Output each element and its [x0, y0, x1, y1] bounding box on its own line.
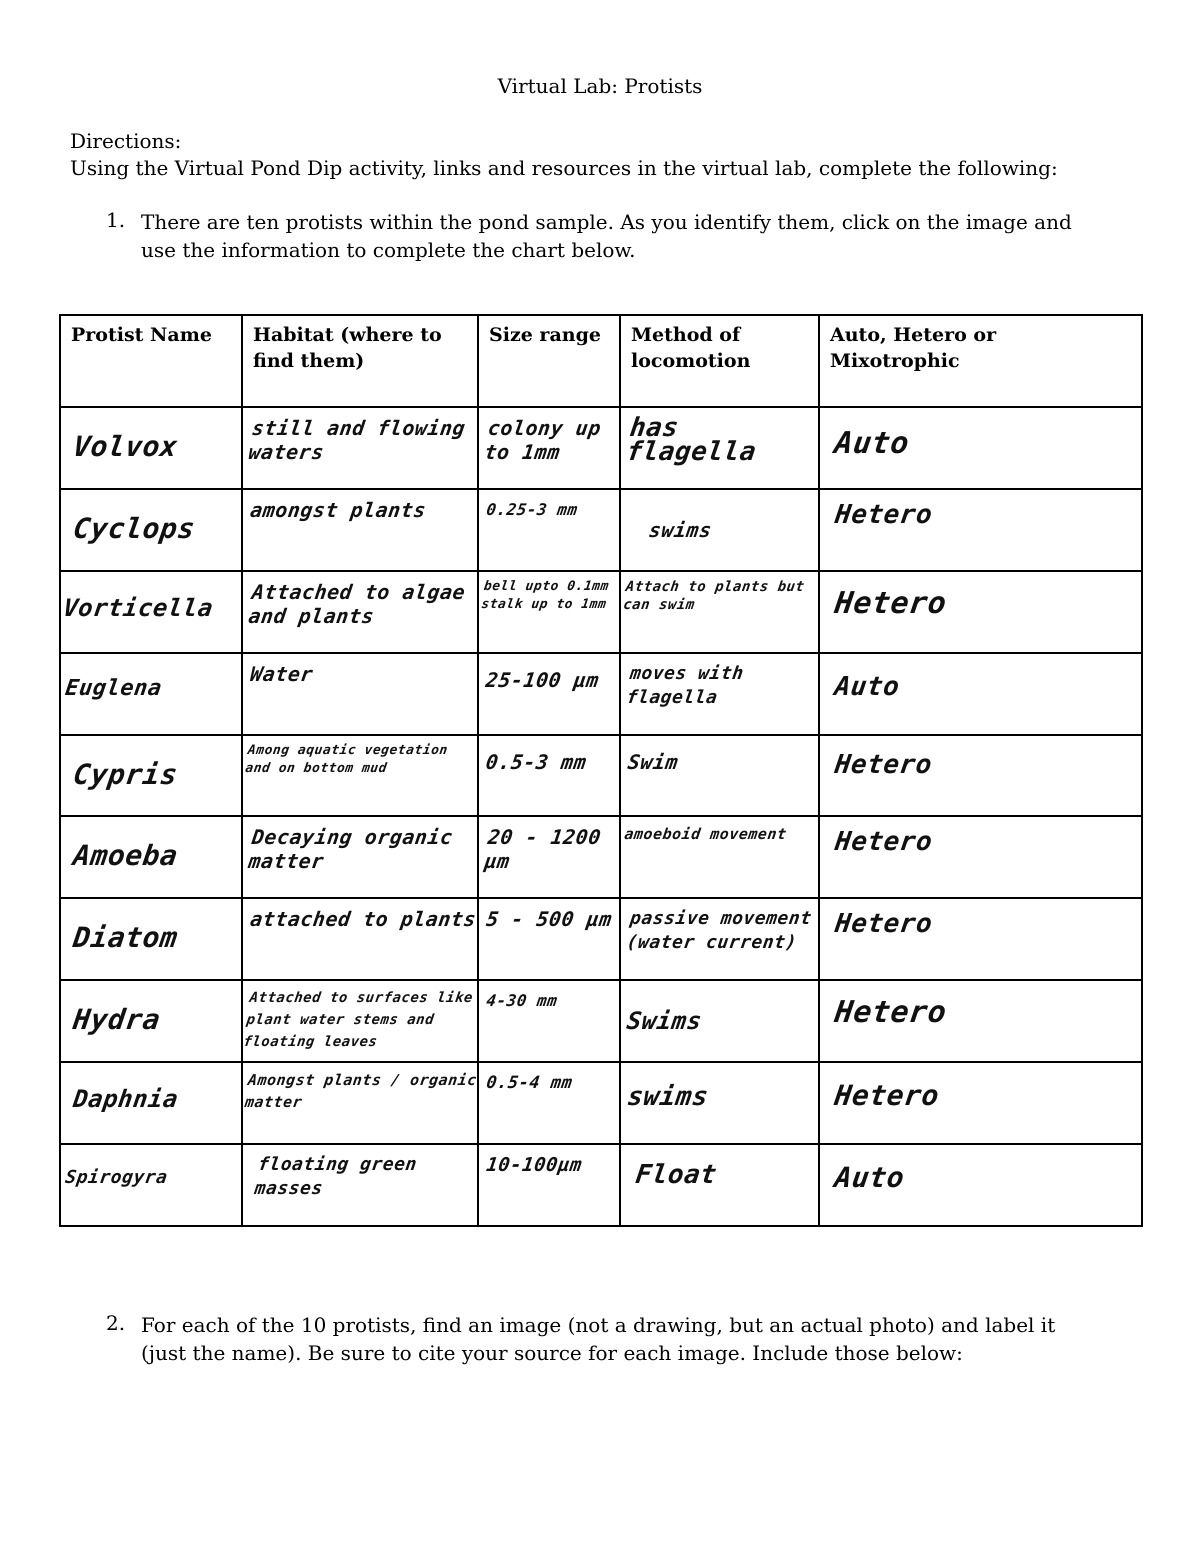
cell-name[interactable] — [60, 735, 242, 817]
table-row — [60, 653, 1142, 735]
question-1-number: 1. — [106, 208, 126, 232]
question-1-text: There are ten protists within the pond sample. As you identify them, click on the image and use the information to complete the chart below. — [141, 210, 1072, 262]
habitat-value: Attached to surfaces like plant water stems and floating leaves — [242, 990, 475, 1051]
habitat-value: Among aquatic vegetation and on bottom mud — [244, 742, 449, 776]
cell-locomotion[interactable] — [620, 816, 819, 898]
cell-name[interactable] — [60, 980, 242, 1062]
cell-habitat[interactable] — [242, 407, 478, 489]
cell-trophic[interactable] — [819, 980, 1142, 1062]
cell-size[interactable] — [478, 653, 620, 735]
locomotion-value: swims — [647, 517, 714, 542]
cell-name[interactable] — [60, 653, 242, 735]
cell-size[interactable] — [478, 489, 620, 571]
cell-name[interactable] — [60, 1144, 242, 1226]
header-size-range: Size range — [478, 315, 620, 407]
cell-locomotion[interactable] — [620, 653, 819, 735]
size-value: 0.5-4 mm — [485, 1073, 574, 1094]
table-row — [60, 489, 1142, 571]
protist-name: Euglena — [63, 675, 164, 701]
cell-habitat[interactable] — [242, 980, 478, 1062]
trophic-value: Auto — [832, 1161, 907, 1195]
header-row — [60, 315, 1142, 407]
cell-locomotion[interactable] — [620, 489, 819, 571]
directions-label: Directions: — [70, 129, 182, 153]
table-row — [60, 980, 1142, 1062]
cell-name[interactable] — [60, 489, 242, 571]
locomotion-value: swims — [625, 1082, 711, 1113]
cell-name[interactable] — [60, 898, 242, 980]
trophic-value: Auto — [832, 671, 902, 702]
trophic-value: Hetero — [832, 995, 949, 1031]
cell-trophic[interactable] — [819, 816, 1142, 898]
trophic-value: Hetero — [833, 909, 935, 940]
table-row — [60, 1144, 1142, 1226]
cell-locomotion[interactable] — [620, 407, 819, 489]
cell-locomotion[interactable] — [620, 898, 819, 980]
protist-name: Vorticella — [61, 593, 215, 622]
protist-name: Hydra — [71, 1003, 163, 1037]
directions-text: Using the Virtual Pond Dip activity, links and resources in the virtual lab, complete the following: — [70, 156, 1058, 180]
cell-size[interactable] — [478, 407, 620, 489]
habitat-value: floating green masses — [253, 1154, 419, 1200]
cell-trophic[interactable] — [819, 407, 1142, 489]
locomotion-value: Swim — [626, 749, 680, 774]
size-value: 20 - 1200 µm — [483, 825, 603, 874]
cell-habitat[interactable] — [242, 1062, 478, 1144]
cell-trophic[interactable] — [819, 489, 1142, 571]
cell-habitat[interactable] — [242, 735, 478, 817]
size-value: 4-30 mm — [485, 991, 559, 1011]
cell-locomotion[interactable] — [620, 980, 819, 1062]
protist-name: Diatom — [71, 921, 180, 955]
cell-trophic[interactable] — [819, 1144, 1142, 1226]
habitat-value: still and flowing waters — [247, 416, 468, 464]
trophic-value: Hetero — [833, 499, 935, 530]
cell-trophic[interactable] — [819, 898, 1142, 980]
size-value: 0.25-3 mm — [485, 499, 580, 519]
size-value: 0.5-3 mm — [484, 749, 589, 774]
locomotion-value: has flagella — [624, 413, 759, 467]
table-row — [60, 571, 1142, 653]
trophic-value: Hetero — [832, 1079, 942, 1113]
size-value: colony up to 1mm — [483, 416, 603, 464]
protist-name: Spirogyra — [63, 1167, 169, 1189]
locomotion-value: Swims — [625, 1007, 704, 1036]
header-protist-name: Protist Name — [60, 315, 242, 407]
habitat-value: attached to plants — [248, 907, 478, 932]
header-locomotion: Method of locomotion — [620, 315, 819, 407]
cell-name[interactable] — [60, 816, 242, 898]
size-value: bell upto 0.1mm stalk up to 1mm — [480, 578, 610, 612]
table-row — [60, 735, 1142, 817]
cell-size[interactable] — [478, 1144, 620, 1226]
trophic-value: Hetero — [832, 749, 935, 780]
table-row — [60, 407, 1142, 489]
cell-locomotion[interactable] — [620, 1144, 819, 1226]
page-title: Virtual Lab: Protists — [497, 74, 703, 98]
locomotion-value: passive movement (water current) — [625, 908, 814, 954]
cell-size[interactable] — [478, 980, 620, 1062]
cell-locomotion[interactable] — [620, 1062, 819, 1144]
cell-habitat[interactable] — [242, 1144, 478, 1226]
habitat-value: Attached to algae and plants — [247, 579, 468, 628]
locomotion-value: moves with flagella — [625, 662, 746, 708]
cell-name[interactable] — [60, 571, 242, 653]
habitat-value: Amongst plants / organic matter — [243, 1071, 479, 1112]
cell-locomotion[interactable] — [620, 735, 819, 817]
cell-size[interactable] — [478, 898, 620, 980]
locomotion-value: Float — [633, 1160, 719, 1191]
header-habitat: Habitat (where to find them) — [242, 315, 478, 407]
cell-habitat[interactable] — [242, 816, 478, 898]
cell-habitat[interactable] — [242, 653, 478, 735]
cell-name[interactable] — [60, 1062, 242, 1144]
habitat-value: Water — [248, 661, 315, 686]
table-row — [60, 1062, 1142, 1144]
cell-size[interactable] — [478, 571, 620, 653]
cell-name[interactable] — [60, 407, 242, 489]
cell-habitat[interactable] — [242, 898, 478, 980]
cell-trophic[interactable] — [819, 653, 1142, 735]
habitat-value: Decaying organic matter — [247, 825, 455, 874]
cell-size[interactable] — [478, 816, 620, 898]
table-row — [60, 898, 1142, 980]
cell-trophic[interactable] — [819, 1062, 1142, 1144]
cell-habitat[interactable] — [242, 489, 478, 571]
cell-trophic[interactable] — [819, 571, 1142, 653]
protist-name: Cyclops — [71, 511, 198, 545]
cell-locomotion[interactable] — [620, 571, 819, 653]
header-trophic: Auto, Hetero or Mixotrophic — [819, 315, 1142, 407]
cell-habitat[interactable] — [242, 571, 478, 653]
cell-size[interactable] — [478, 1062, 620, 1144]
habitat-value: amongst plants — [248, 497, 428, 522]
cell-size[interactable] — [478, 735, 620, 817]
locomotion-value: amoeboid movement — [623, 825, 788, 844]
protist-chart — [59, 314, 1143, 1227]
question-2-number: 2. — [106, 1311, 126, 1335]
protist-name: Daphnia — [71, 1085, 181, 1114]
protist-name: Amoeba — [71, 839, 180, 873]
trophic-value: Hetero — [833, 827, 935, 858]
trophic-value: Hetero — [832, 585, 949, 621]
size-value: 5 - 500 µm — [484, 907, 614, 932]
question-2-text: For each of the 10 protists, find an image (not a drawing, but an actual photo) and label it (just the name). Be sure to cite your source for each image. Include those below: — [141, 1313, 1056, 1365]
trophic-value: Auto — [832, 426, 912, 461]
locomotion-value: Attach to plants but can swim — [622, 578, 806, 613]
protist-name: Volvox — [71, 430, 180, 463]
protist-name: Cypris — [71, 757, 180, 791]
size-value: 10-100µm — [484, 1154, 584, 1177]
table-row — [60, 816, 1142, 898]
cell-trophic[interactable] — [819, 735, 1142, 817]
size-value: 25-100 µm — [484, 667, 601, 692]
